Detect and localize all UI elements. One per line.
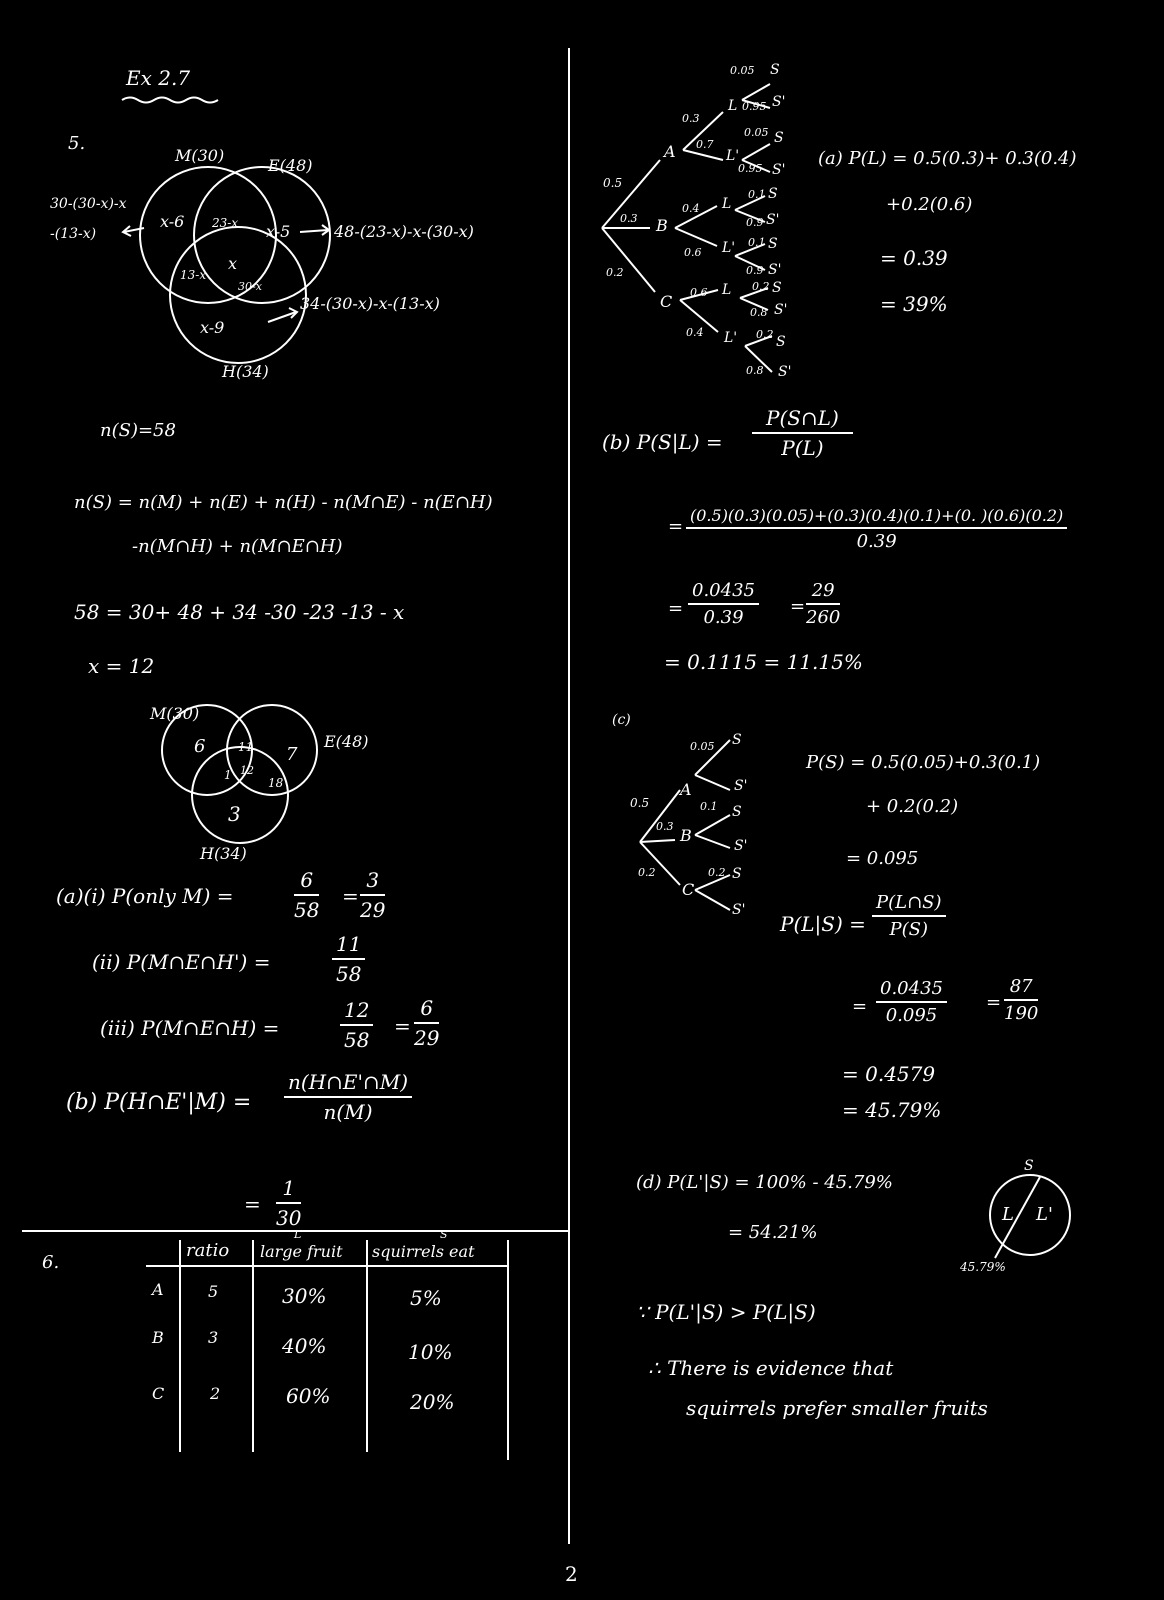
pb-den2: 0.39 — [856, 531, 897, 552]
pc-line1: P(S) = 0.5(0.05)+0.3(0.1) — [806, 752, 1041, 773]
pc-line3: = 0.095 — [846, 848, 919, 869]
tree1-L-b: L — [722, 196, 732, 212]
venn1-circle-e — [194, 167, 330, 303]
pc-den3: 0.095 — [885, 1005, 938, 1026]
ai-den1: 58 — [294, 898, 320, 922]
tree1-s4: 0.1 — [748, 188, 766, 201]
tree1-a: A — [664, 142, 676, 161]
equation-line: 58 = 30+ 48 + 34 -30 -23 -13 - x — [74, 600, 405, 624]
tree1-pa: 0.5 — [603, 176, 623, 190]
row-name: C — [152, 1384, 165, 1403]
pc-S2: S — [732, 804, 742, 820]
pc-frac3 — [876, 978, 947, 1026]
pc-num4: 87 — [1004, 976, 1038, 1001]
tree1-s1: 0.95 — [742, 100, 767, 113]
tree1-s7: 0.9 — [746, 264, 764, 277]
tree1-S5: S — [776, 334, 786, 350]
pc-lhs2: P(L|S) = — [780, 912, 866, 936]
pc-eq4: = — [986, 992, 1002, 1013]
pc-num2: P(L∩S) — [872, 892, 946, 917]
aiii-lhs: (iii) P(M∩E∩H) = — [100, 1016, 280, 1040]
tree1-s10: 0.2 — [756, 328, 774, 341]
tree1-S4: S — [772, 280, 782, 296]
venn1-left-expr1: 30-(30-x)-x — [50, 196, 127, 212]
venn1-center: x — [228, 254, 238, 273]
venn2-label-h: H(34) — [200, 844, 247, 863]
b-lhs: (b) P(H∩E'|M) = — [66, 1090, 252, 1115]
b-den: n(M) — [323, 1100, 373, 1124]
tree1-s9: 0.8 — [750, 306, 768, 319]
page-number: 2 — [565, 1562, 578, 1586]
pc-c: C — [682, 880, 695, 899]
aii-frac — [332, 932, 365, 986]
pb-frac4 — [806, 580, 840, 628]
tree1-S0: S — [770, 62, 780, 78]
pb-num4: 29 — [806, 580, 840, 605]
pb-lhs: (b) P(S|L) = — [602, 430, 723, 454]
aii-lhs: (ii) P(M∩E∩H') = — [92, 950, 271, 974]
row-large: 60% — [286, 1384, 331, 1408]
pc-sc: 0.2 — [708, 866, 726, 879]
venn2-mh: 1 — [224, 768, 232, 782]
pa-line2: +0.2(0.6) — [886, 194, 973, 215]
venn2-me: 11 — [238, 740, 254, 754]
q6-label: 6. — [42, 1252, 60, 1273]
pd-circle-lp: L' — [1036, 1204, 1053, 1225]
venn1-eh: 30-x — [238, 280, 262, 293]
tree1-s2: 0.05 — [744, 126, 769, 139]
venn1-label-h: H(34) — [222, 362, 269, 381]
pd-circle-l: L — [1002, 1204, 1014, 1225]
ai-den2: 29 — [360, 898, 386, 922]
pc-line2: + 0.2(0.2) — [866, 796, 959, 817]
tree1-Sp0: S' — [772, 94, 786, 110]
tree1-Lp-a: L' — [726, 148, 740, 164]
pc-line5: = 45.79% — [842, 1098, 942, 1122]
pc-a: A — [680, 780, 692, 799]
pc-sb: 0.1 — [700, 800, 718, 813]
pc-pb: 0.3 — [656, 820, 674, 833]
pb-eq4: = — [790, 596, 806, 617]
row-eat: 20% — [410, 1390, 455, 1414]
tree1-S3: S — [768, 236, 778, 252]
venn2-center: 12 — [240, 764, 254, 777]
row-large: 40% — [282, 1334, 327, 1358]
b-num: n(H∩E'∩M) — [284, 1070, 412, 1098]
pd-circle-pct: 45.79% — [960, 1260, 1006, 1274]
pd-line3: ∵ P(L'|S) > P(L|S) — [636, 1300, 816, 1324]
tree1-cl2: 0.4 — [686, 326, 704, 339]
pd-line4: ∴ There is evidence that — [648, 1356, 894, 1380]
row-name: B — [152, 1328, 164, 1347]
pc-Sp3: S' — [732, 902, 746, 918]
venn2-only-m: 6 — [194, 736, 206, 757]
pd-circle-s: S — [1024, 1158, 1034, 1174]
tree1-Lp-b: L' — [722, 240, 736, 256]
formula-line1: n(S) = n(M) + n(E) + n(H) - n(M∩E) - n(E∩H) — [74, 492, 493, 513]
venn1-only-h: x-9 — [200, 318, 225, 337]
formula-line2: -n(M∩H) + n(M∩E∩H) — [132, 536, 343, 557]
tree1-al: 0.3 — [682, 112, 700, 125]
row-eat: 5% — [410, 1286, 442, 1310]
ns-line: n(S)=58 — [100, 420, 176, 441]
venn2-only-h: 3 — [228, 802, 241, 826]
table-header-ratio: ratio — [186, 1240, 230, 1261]
tree1-bl2: 0.6 — [684, 246, 702, 259]
venn1-only-e: x-5 — [266, 222, 291, 241]
aiii-num1: 12 — [340, 998, 373, 1026]
tree1-Sp5: S' — [778, 364, 792, 380]
venn1-right-expr-e: 48-(23-x)-x-(30-x) — [334, 222, 474, 241]
pa-line3: = 0.39 — [880, 246, 948, 270]
pd-line5: squirrels prefer smaller fruits — [686, 1396, 988, 1420]
pb-den1: P(L) — [781, 436, 824, 460]
tree1-L-c: L — [722, 282, 732, 298]
b-frac — [284, 1070, 412, 1124]
ai-lhs: (a)(i) P(only M) = — [56, 884, 234, 908]
pc-pc: 0.2 — [638, 866, 656, 879]
row-ratio: 2 — [210, 1384, 221, 1403]
pc-eq3: = — [852, 996, 868, 1017]
tree1-s6: 0.1 — [748, 236, 766, 249]
b-eq: = — [244, 1192, 261, 1216]
tree1-s11: 0.8 — [746, 364, 764, 377]
tree1-c: C — [660, 292, 673, 311]
pa-line1: (a) P(L) = 0.5(0.3)+ 0.3(0.4) — [818, 148, 1077, 169]
pd-line2: = 54.21% — [728, 1222, 818, 1243]
aiii-den2: 29 — [414, 1026, 440, 1050]
venn1-only-m: x-6 — [160, 212, 185, 231]
tree1-cl: 0.6 — [690, 286, 708, 299]
tree1-s3: 0.95 — [738, 162, 763, 175]
venn2-label-m: M(30) — [150, 704, 200, 723]
aiii-frac2 — [414, 996, 439, 1050]
tree1-Sp2: S' — [766, 212, 780, 228]
venn1-right-expr-h: 34-(30-x)-x-(13-x) — [300, 294, 440, 313]
tree1-s8: 0.2 — [752, 280, 770, 293]
pc-Sp1: S' — [734, 778, 748, 794]
pc-S1: S — [732, 732, 742, 748]
tree1-bl: 0.4 — [682, 202, 700, 215]
pc-frac2 — [872, 892, 946, 940]
ai-frac1 — [294, 868, 319, 922]
b-num2: 1 — [276, 1176, 301, 1204]
venn2-only-e: 7 — [286, 744, 298, 765]
venn1-me: 23-x — [212, 216, 239, 230]
tree1-Sp4: S' — [774, 302, 788, 318]
row-large: 30% — [282, 1284, 327, 1308]
aii-num: 11 — [332, 932, 365, 960]
pb-frac1 — [752, 406, 853, 460]
page-title: Ex 2.7 — [126, 66, 191, 90]
pb-num2: (0.5)(0.3)(0.05)+(0.3)(0.4)(0.1)+(0. )(0.6)(0.2) — [686, 506, 1067, 529]
pc-Sp2: S' — [734, 838, 748, 854]
ai-num1: 6 — [294, 868, 319, 896]
aiii-den1: 58 — [344, 1028, 370, 1052]
pb-line5: = 0.1115 = 11.15% — [664, 650, 863, 674]
pb-den3: 0.39 — [703, 607, 744, 628]
venn1-mh: 13-x — [180, 268, 207, 282]
pb-eq2: = — [668, 516, 684, 537]
pb-num1: P(S∩L) — [752, 406, 853, 434]
pc-line4: = 0.4579 — [842, 1062, 936, 1086]
table-header-large: large fruit — [260, 1242, 343, 1261]
tree1-pb: 0.3 — [620, 212, 638, 225]
pb-den4: 260 — [806, 607, 841, 628]
tree1-S1: S — [774, 130, 784, 146]
pb-num3: 0.0435 — [688, 580, 759, 605]
pb-frac3 — [688, 580, 759, 628]
ai-num2: 3 — [360, 868, 385, 896]
row-eat: 10% — [408, 1340, 453, 1364]
tree1-pc: 0.2 — [606, 266, 624, 279]
table-header-eat: squirrels eat — [372, 1242, 475, 1261]
row-name: A — [152, 1280, 164, 1299]
pc-den4: 190 — [1004, 1003, 1039, 1024]
tree1-Lp-c: L' — [724, 330, 738, 346]
b-den2: 30 — [276, 1206, 302, 1230]
pc-sa: 0.05 — [690, 740, 715, 753]
pb-frac2 — [686, 506, 1067, 552]
pc-S3: S — [732, 866, 742, 882]
row-ratio: 3 — [208, 1328, 219, 1347]
venn1-label-m: M(30) — [175, 146, 225, 165]
pc-den2: P(S) — [889, 919, 929, 940]
aiii-eq: = — [394, 1014, 411, 1038]
pc-label: (c) — [612, 712, 631, 728]
aii-den: 58 — [336, 962, 362, 986]
tree1-s5: 0.9 — [746, 216, 764, 229]
tree1-Sp3: S' — [768, 262, 782, 278]
pc-b: B — [680, 826, 692, 845]
row-ratio: 5 — [208, 1282, 219, 1301]
pc-pa: 0.5 — [630, 796, 650, 810]
q5-label: 5. — [68, 133, 86, 154]
venn1-left-expr2: -(13-x) — [50, 226, 97, 242]
tree1-al2: 0.7 — [696, 138, 714, 151]
b-frac2 — [276, 1176, 301, 1230]
venn2-eh: 18 — [268, 776, 284, 790]
venn1-label-e: E(48) — [268, 156, 313, 175]
table-mark-s: S — [440, 1228, 448, 1241]
pa-line4: = 39% — [880, 292, 948, 316]
pc-num3: 0.0435 — [876, 978, 947, 1003]
tree1-s0: 0.05 — [730, 64, 755, 77]
table-mark-l: L — [294, 1228, 302, 1241]
x-result: x = 12 — [88, 654, 155, 678]
ai-frac2 — [360, 868, 385, 922]
aiii-num2: 6 — [414, 996, 439, 1024]
aiii-frac1 — [340, 998, 373, 1052]
pc-frac4 — [1004, 976, 1038, 1024]
tree1-Sp1: S' — [772, 162, 786, 178]
tree1-b: B — [656, 216, 668, 235]
pd-line1: (d) P(L'|S) = 100% - 45.79% — [636, 1172, 893, 1193]
venn2-label-e: E(48) — [324, 732, 369, 751]
pb-eq3: = — [668, 598, 684, 619]
tree1-L-a: L — [728, 98, 738, 114]
ai-eq: = — [342, 884, 359, 908]
tree1-S2: S — [768, 186, 778, 202]
